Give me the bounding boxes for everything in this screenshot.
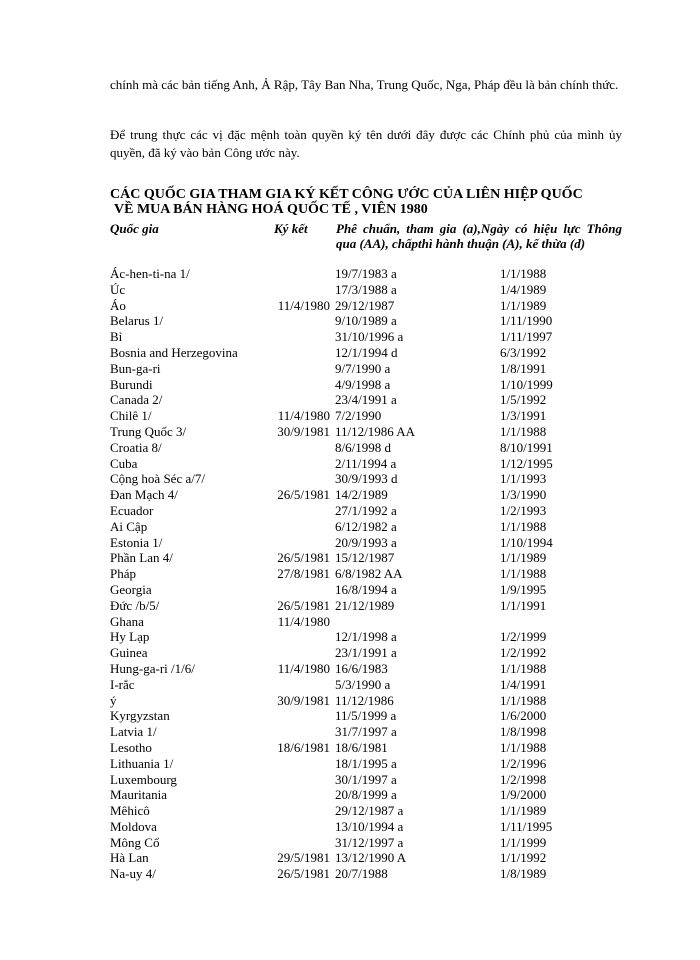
country-cell: Moldova	[110, 818, 157, 834]
table-row	[0, 266, 700, 282]
table-row	[0, 424, 700, 440]
table-row	[0, 850, 700, 866]
ratification-cell: 14/2/1989	[335, 487, 388, 503]
country-cell: Ecuador	[110, 502, 154, 518]
effective-date-cell: 1/1/1988	[500, 660, 547, 676]
signature-cell: 26/5/1981	[277, 487, 330, 503]
effective-date-cell: 1/2/1998	[500, 771, 547, 787]
country-cell: Đức /b/5/	[110, 597, 160, 613]
country-cell: Bỉ	[110, 329, 123, 345]
table-row	[0, 313, 700, 329]
table-row	[0, 408, 700, 424]
table-row	[0, 756, 700, 772]
country-cell: Lesotho	[110, 739, 152, 755]
signature-cell: 11/4/1980	[277, 613, 330, 629]
effective-date-cell: 6/3/1992	[500, 344, 547, 360]
table-row	[0, 866, 700, 882]
country-cell: Áo	[110, 297, 126, 313]
effective-date-cell: 1/2/1993	[500, 502, 547, 518]
signature-cell: 26/5/1981	[277, 597, 330, 613]
ratification-cell: 7/2/1990	[335, 408, 382, 424]
effective-date-cell: 8/10/1991	[500, 439, 553, 455]
country-cell: Úc	[110, 281, 126, 297]
country-cell: Croatia 8/	[110, 439, 162, 455]
signature-cell: 11/4/1980	[277, 660, 330, 676]
effective-date-cell: 1/10/1999	[500, 376, 553, 392]
ratification-cell: 6/12/1982 a	[335, 518, 397, 534]
effective-date-cell: 1/1/1988	[500, 566, 547, 582]
signature-cell: 26/5/1981	[277, 866, 330, 882]
country-cell: Canada 2/	[110, 392, 163, 408]
table-body	[0, 266, 700, 882]
table-row	[0, 598, 700, 614]
header-country: Quốc gia	[110, 221, 159, 236]
signature-cell: 27/8/1981	[277, 566, 330, 582]
effective-date-cell: 1/1/1989	[500, 297, 547, 313]
ratification-cell: 17/3/1988 a	[335, 281, 397, 297]
effective-date-cell: 1/9/1995	[500, 581, 547, 597]
table-row	[0, 582, 700, 598]
table-header	[0, 221, 700, 267]
country-cell: I-rắc	[110, 676, 135, 692]
table-row	[0, 629, 700, 645]
ratification-cell: 29/12/1987	[335, 297, 395, 313]
table-row	[0, 282, 700, 298]
country-cell: Hà Lan	[110, 850, 149, 866]
signature-cell: 11/4/1980	[277, 408, 330, 424]
ratification-cell: 2/11/1994 a	[335, 455, 397, 471]
ratification-cell: 11/12/1986 AA	[335, 423, 416, 439]
table-row	[0, 614, 700, 630]
ratification-cell: 12/1/1998 a	[335, 629, 397, 645]
table-title-line1: CÁC QUỐC GIA THAM GIA KÝ KẾT CÔNG ƯỚC CỦA LIÊN HIỆP QUỐC	[110, 187, 583, 202]
signature-cell: 30/9/1981	[277, 423, 330, 439]
table-row	[0, 645, 700, 661]
country-cell: Chilê 1/	[110, 408, 152, 424]
country-cell: Mông Cổ	[110, 834, 160, 850]
header-signature: Ký kết	[274, 221, 308, 236]
effective-date-cell: 1/8/1991	[500, 360, 547, 376]
effective-date-cell: 1/1/1988	[500, 423, 547, 439]
effective-date-cell: 1/11/1997	[500, 329, 553, 345]
ratification-cell: 20/7/1988	[335, 866, 388, 882]
effective-date-cell: 1/2/1992	[500, 645, 547, 661]
ratification-cell: 11/12/1986	[335, 692, 394, 708]
table-row	[0, 693, 700, 709]
table-row	[0, 519, 700, 535]
effective-date-cell: 1/1/1988	[500, 518, 547, 534]
ratification-cell: 15/12/1987	[335, 550, 395, 566]
table-row	[0, 708, 700, 724]
effective-date-cell: 1/9/2000	[500, 787, 547, 803]
table-row	[0, 487, 700, 503]
effective-date-cell: 1/4/1989	[500, 281, 547, 297]
table-row	[0, 550, 700, 566]
ratification-cell: 13/10/1994 a	[335, 818, 404, 834]
table-row	[0, 677, 700, 693]
ratification-cell: 5/3/1990 a	[335, 676, 391, 692]
ratification-cell: 16/6/1983	[335, 660, 388, 676]
country-cell: Hy Lạp	[110, 629, 150, 645]
effective-date-cell: 1/6/2000	[500, 708, 547, 724]
table-row	[0, 471, 700, 487]
effective-date-cell: 1/4/1991	[500, 676, 547, 692]
country-cell: Phần Lan 4/	[110, 550, 173, 566]
country-cell: Pháp	[110, 566, 136, 582]
ratification-cell: 20/8/1999 a	[335, 787, 397, 803]
table-row	[0, 787, 700, 803]
ratification-cell: 30/9/1993 d	[335, 471, 398, 487]
ratification-cell: 19/7/1983 a	[335, 266, 397, 281]
table-row	[0, 835, 700, 851]
country-cell: Hung-ga-ri /1/6/	[110, 660, 195, 676]
ratification-cell: 29/12/1987 a	[335, 803, 404, 819]
ratification-cell: 20/9/1993 a	[335, 534, 397, 550]
effective-date-cell: 1/1/1988	[500, 266, 547, 281]
ratification-cell: 23/4/1991 a	[335, 392, 397, 408]
effective-date-cell: 1/12/1995	[500, 455, 553, 471]
ratification-cell: 31/7/1997 a	[335, 724, 397, 740]
table-row	[0, 803, 700, 819]
country-cell: Kyrgyzstan	[110, 708, 170, 724]
table-row	[0, 724, 700, 740]
intro-paragraph: chính mà các bản tiếng Anh, Ả Rập, Tây Ban Nha, Trung Quốc, Nga, Pháp đều là bản chính thức.	[110, 77, 619, 92]
table-title-line2: VỀ MUA BÁN HÀNG HOÁ QUỐC TẾ , VIÊN 1980	[114, 202, 428, 217]
effective-date-cell: 1/1/1988	[500, 739, 547, 755]
table-row	[0, 566, 700, 582]
country-cell: Cộng hoà Séc a/7/	[110, 471, 205, 487]
effective-date-cell: 1/1/1989	[500, 803, 547, 819]
ratification-cell: 9/10/1989 a	[335, 313, 397, 329]
country-cell: ý	[110, 692, 117, 708]
table-row	[0, 377, 700, 393]
country-cell: Đan Mạch 4/	[110, 487, 178, 503]
table-row	[0, 740, 700, 756]
country-cell: Lithuania 1/	[110, 755, 174, 771]
effective-date-cell: 1/3/1991	[500, 408, 547, 424]
country-cell: Luxembourg	[110, 771, 177, 787]
ratification-cell: 27/1/1992 a	[335, 502, 397, 518]
ratification-cell: 6/8/1982 AA	[335, 566, 403, 582]
ratification-cell: 30/1/1997 a	[335, 771, 397, 787]
effective-date-cell: 1/1/1989	[500, 550, 547, 566]
effective-date-cell: 1/11/1995	[500, 818, 553, 834]
witness-paragraph: Để trung thực các vị đặc mệnh toàn quyền ký tên dưới đây được các Chính phủ của mình ủy quyền, đã ký vào bản Công ước này.	[110, 127, 622, 160]
country-cell: Belarus 1/	[110, 313, 164, 329]
ratification-cell: 31/12/1997 a	[335, 834, 404, 850]
country-cell: Burundi	[110, 376, 153, 392]
table-row	[0, 503, 700, 519]
ratification-cell: 4/9/1998 a	[335, 376, 391, 392]
table-row	[0, 456, 700, 472]
signature-cell: 29/5/1981	[277, 850, 330, 866]
table-row	[0, 345, 700, 361]
country-cell: Mauritania	[110, 787, 168, 803]
country-cell: Cuba	[110, 455, 138, 471]
country-cell: Trung Quốc 3/	[110, 423, 187, 439]
ratification-cell: 16/8/1994 a	[335, 581, 397, 597]
table-row	[0, 392, 700, 408]
country-cell: Ghana	[110, 613, 144, 629]
country-cell: Latvia 1/	[110, 724, 157, 740]
country-cell: Bun-ga-ri	[110, 360, 161, 376]
ratification-cell: 13/12/1990 A	[335, 850, 407, 866]
table-row	[0, 361, 700, 377]
table-row	[0, 329, 700, 345]
effective-date-cell: 1/2/1996	[500, 755, 547, 771]
header-ratification: Phê chuẩn, tham gia (a),Ngày có hiệu lực Thông qua (AA), chấpthì hành thuận (A), kế thừa (d)	[336, 221, 622, 251]
country-cell: Ai Cập	[110, 518, 148, 534]
effective-date-cell: 1/1/1991	[500, 597, 547, 613]
signature-cell: 11/4/1980	[277, 297, 330, 313]
table-row	[0, 440, 700, 456]
table-title	[110, 187, 630, 217]
ratification-cell: 12/1/1994 d	[335, 344, 398, 360]
ratification-cell: 8/6/1998 d	[335, 439, 391, 455]
ratification-cell: 11/5/1999 a	[335, 708, 397, 724]
effective-date-cell: 1/5/1992	[500, 392, 547, 408]
ratification-cell: 18/6/1981	[335, 739, 388, 755]
country-cell: Bosnia and Herzegovina	[110, 344, 238, 360]
ratification-cell: 23/1/1991 a	[335, 645, 397, 661]
table-row	[0, 819, 700, 835]
table-row	[0, 772, 700, 788]
effective-date-cell: 1/10/1994	[500, 534, 553, 550]
signature-cell: 18/6/1981	[277, 739, 330, 755]
effective-date-cell: 1/8/1989	[500, 866, 547, 882]
effective-date-cell: 1/1/1992	[500, 850, 547, 866]
ratification-cell: 9/7/1990 a	[335, 360, 391, 376]
country-cell: Guinea	[110, 645, 148, 661]
ratification-cell: 21/12/1989	[335, 597, 395, 613]
effective-date-cell: 1/2/1999	[500, 629, 547, 645]
signature-cell: 30/9/1981	[277, 692, 330, 708]
signature-cell: 26/5/1981	[277, 550, 330, 566]
country-cell: Georgia	[110, 581, 152, 597]
table-row	[0, 535, 700, 551]
effective-date-cell: 1/1/1993	[500, 471, 547, 487]
country-cell: Na-uy 4/	[110, 866, 156, 882]
country-cell: Ác-hen-ti-na 1/	[110, 266, 190, 281]
ratification-cell: 18/1/1995 a	[335, 755, 397, 771]
table-row	[0, 298, 700, 314]
ratification-cell: 31/10/1996 a	[335, 329, 404, 345]
table-row	[0, 661, 700, 677]
effective-date-cell: 1/1/1999	[500, 834, 547, 850]
country-cell: Estonia 1/	[110, 534, 163, 550]
effective-date-cell: 1/8/1998	[500, 724, 547, 740]
effective-date-cell: 1/11/1990	[500, 313, 553, 329]
country-cell: Mêhicô	[110, 803, 150, 819]
effective-date-cell: 1/1/1988	[500, 692, 547, 708]
effective-date-cell: 1/3/1990	[500, 487, 547, 503]
